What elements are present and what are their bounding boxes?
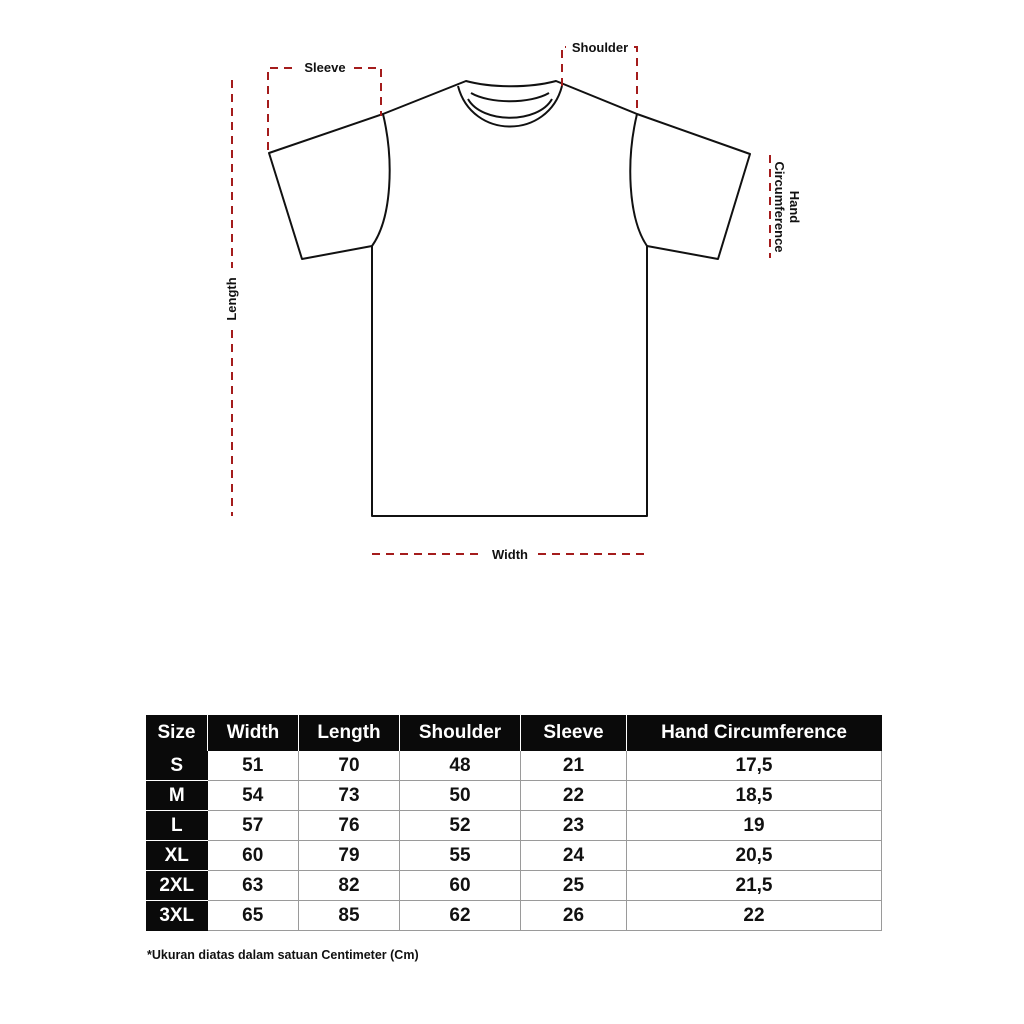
width-cell: 51: [208, 751, 299, 781]
left-armhole: [372, 114, 390, 246]
size-cell: M: [146, 781, 208, 811]
size-chart-table: [146, 715, 882, 931]
hand-cell: 21,5: [627, 871, 882, 901]
sleeve-cell: 25: [521, 871, 627, 901]
table-row: [146, 901, 882, 931]
shoulder-cell: 55: [400, 841, 521, 871]
size-cell: L: [146, 811, 208, 841]
tshirt-outline: [269, 81, 750, 516]
width-cell: 57: [208, 811, 299, 841]
shoulder-dimension-line: [562, 47, 637, 114]
shoulder-cell: 48: [400, 751, 521, 781]
shoulder-cell: 62: [400, 901, 521, 931]
collar-line: [471, 93, 549, 101]
sleeve-cell: 22: [521, 781, 627, 811]
sleeve-cell: 24: [521, 841, 627, 871]
shoulder-cell: 60: [400, 871, 521, 901]
width-cell: 63: [208, 871, 299, 901]
size-cell: S: [146, 751, 208, 781]
sleeve-cell: 21: [521, 751, 627, 781]
table-header-row: [146, 715, 882, 751]
length-cell: 79: [299, 841, 400, 871]
table-row: [146, 751, 882, 781]
table-row: [146, 871, 882, 901]
header-size: Size: [146, 715, 208, 751]
length-cell: 85: [299, 901, 400, 931]
tshirt-body: [269, 81, 750, 516]
shoulder-cell: 52: [400, 811, 521, 841]
table-row: [146, 841, 882, 871]
size-cell: XL: [146, 841, 208, 871]
width-cell: 54: [208, 781, 299, 811]
length-cell: 82: [299, 871, 400, 901]
shoulder-cell: 50: [400, 781, 521, 811]
dimension-lines: [232, 47, 770, 554]
sleeve-cell: 26: [521, 901, 627, 931]
header-hand-circumference: Hand Circumference: [627, 715, 882, 751]
size-table-body: [146, 751, 882, 931]
table-row: [146, 811, 882, 841]
hand-cell: 19: [627, 811, 882, 841]
hand-cell: 22: [627, 901, 882, 931]
sleeve-dimension-line: [268, 68, 381, 150]
size-cell: 3XL: [146, 901, 208, 931]
length-cell: 70: [299, 751, 400, 781]
header-shoulder: Shoulder: [400, 715, 521, 751]
width-cell: 60: [208, 841, 299, 871]
header-width: Width: [208, 715, 299, 751]
sleeve-label: Sleeve: [304, 60, 346, 75]
shoulder-label: Shoulder: [571, 40, 629, 55]
table-row: [146, 781, 882, 811]
hand-cell: 17,5: [627, 751, 882, 781]
sleeve-cell: 23: [521, 811, 627, 841]
hand-cell: 18,5: [627, 781, 882, 811]
footnote: *Ukuran diatas dalam satuan Centimeter (Cm): [147, 948, 419, 962]
hand-cell: 20,5: [627, 841, 882, 871]
header-length: Length: [299, 715, 400, 751]
length-cell: 73: [299, 781, 400, 811]
right-armhole: [630, 114, 647, 246]
hand-label-line2: Circumference: [772, 161, 787, 253]
width-cell: 65: [208, 901, 299, 931]
length-cell: 76: [299, 811, 400, 841]
header-sleeve: Sleeve: [521, 715, 627, 751]
length-label: Length: [224, 277, 239, 321]
size-cell: 2XL: [146, 871, 208, 901]
hand-label-line1: Hand: [787, 190, 802, 224]
width-label: Width: [492, 547, 528, 562]
